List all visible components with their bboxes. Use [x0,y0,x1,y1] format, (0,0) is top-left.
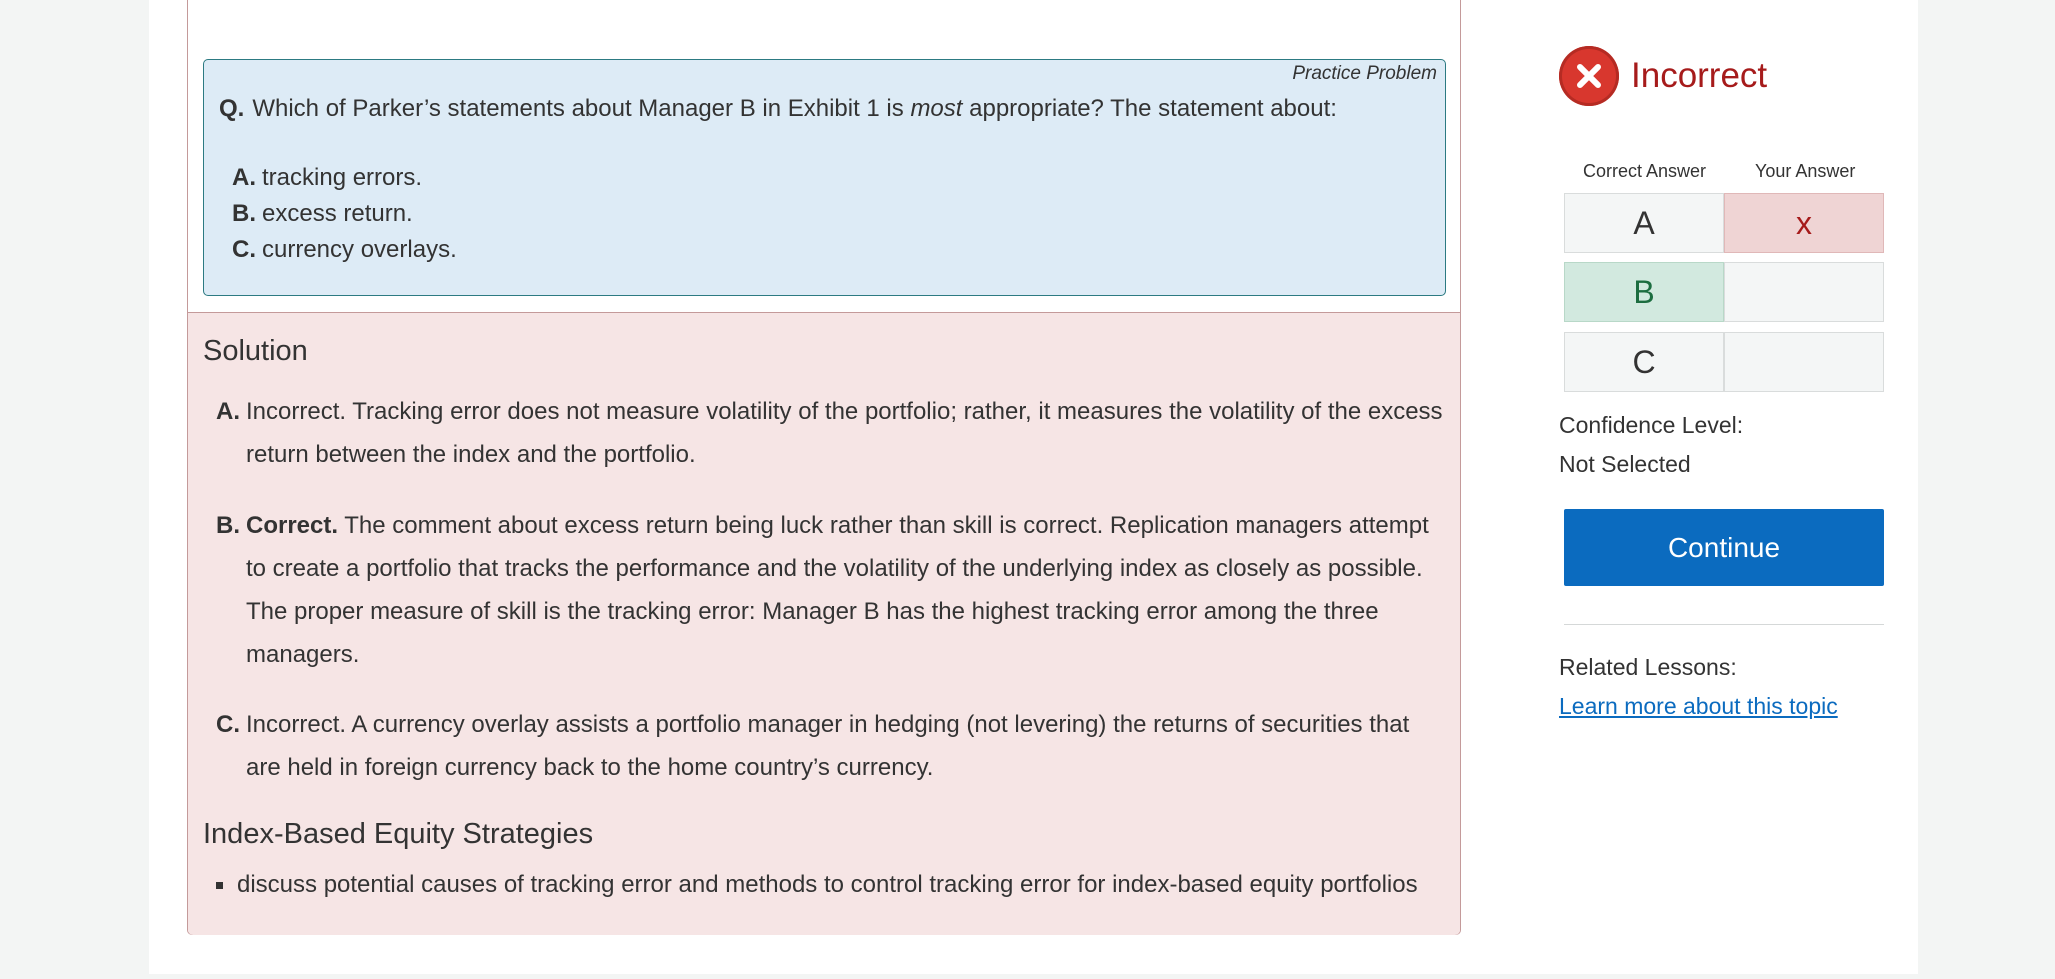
question-text-before: Which of Parker’s statements about Manager B in Exhibit 1 is [252,95,911,122]
solution-explanation: Incorrect. A currency overlay assists a portfolio manager in hedging (not levering) the returns of securities that are held in foreign currency back to the home country’s currency. [246,711,1410,781]
confidence-value: Not Selected [1559,451,1691,477]
related-lessons [1559,648,1838,726]
option-letter: A. [232,164,256,191]
topic-title: Index-Based Equity Strategies [203,818,594,850]
solution-explanation: The comment about excess return being luck rather than skill is correct. Replication managers attempt to create a portfolio that tracks the performance and the volatility of the underlying index as closely as possible. The proper measure of skill is the tracking error: Manager B has the highest tracking error among the three managers. [246,512,1429,668]
option-letter: B. [232,200,256,227]
solution-title: Solution [203,335,308,367]
option-text: currency overlays. [262,236,457,263]
question-label: Q. [219,95,245,122]
confidence-label: Confidence Level: [1559,412,1744,438]
divider [1564,624,1884,625]
question-text-after: appropriate? The statement about: [962,95,1337,122]
option-a [232,160,457,196]
your-cell-c [1724,332,1884,392]
question-text [219,95,1337,123]
practice-problem-box [203,59,1446,296]
your-cell-b [1724,262,1884,322]
solution-letter: C. [216,711,240,738]
correct-cell-a: A [1564,193,1724,253]
topic-bullet-text: discuss potential causes of tracking error and methods to control tracking error for index-based equity portfolios [237,871,1418,898]
solution-item-b [216,504,1446,676]
answer-options [232,160,457,268]
related-lessons-label: Related Lessons: [1559,654,1737,680]
solution-section [188,312,1460,935]
practice-problem-label: Practice Problem [1292,63,1437,84]
solution-item-c [216,703,1446,789]
solution-explanation: Incorrect. Tracking error does not measure volatility of the portfolio; rather, it measures the volatility of the excess return between the index and the portfolio. [246,398,1443,468]
question-emphasis: most [910,95,963,122]
your-cell-a: x [1724,193,1884,253]
solution-item-a [216,390,1446,476]
continue-button[interactable]: Continue [1564,509,1884,586]
your-answer-header: Your Answer [1755,161,1856,181]
solution-text [246,703,1446,789]
solution-text [246,390,1446,476]
question-panel [187,0,1461,935]
solution-letter: B. [216,512,240,539]
option-text: excess return. [262,200,413,227]
correct-answer-header: Correct Answer [1583,161,1707,181]
result-status-text: Incorrect [1631,56,1768,95]
topic-bullet [216,871,1418,899]
option-text: tracking errors. [262,164,423,191]
solution-text [246,504,1446,676]
correct-cell-b: B [1564,262,1724,322]
option-c [232,232,457,268]
option-letter: C. [232,236,256,263]
correct-cell-c: C [1564,332,1724,392]
solution-letter: A. [216,398,240,425]
confidence-level [1559,406,1743,484]
result-status [1559,46,1767,106]
learn-more-link[interactable]: Learn more about this topic [1559,693,1838,719]
bullet-square-icon [216,882,223,889]
option-b [232,196,457,232]
incorrect-x-icon [1559,46,1619,106]
correct-label: Correct. [246,512,339,539]
